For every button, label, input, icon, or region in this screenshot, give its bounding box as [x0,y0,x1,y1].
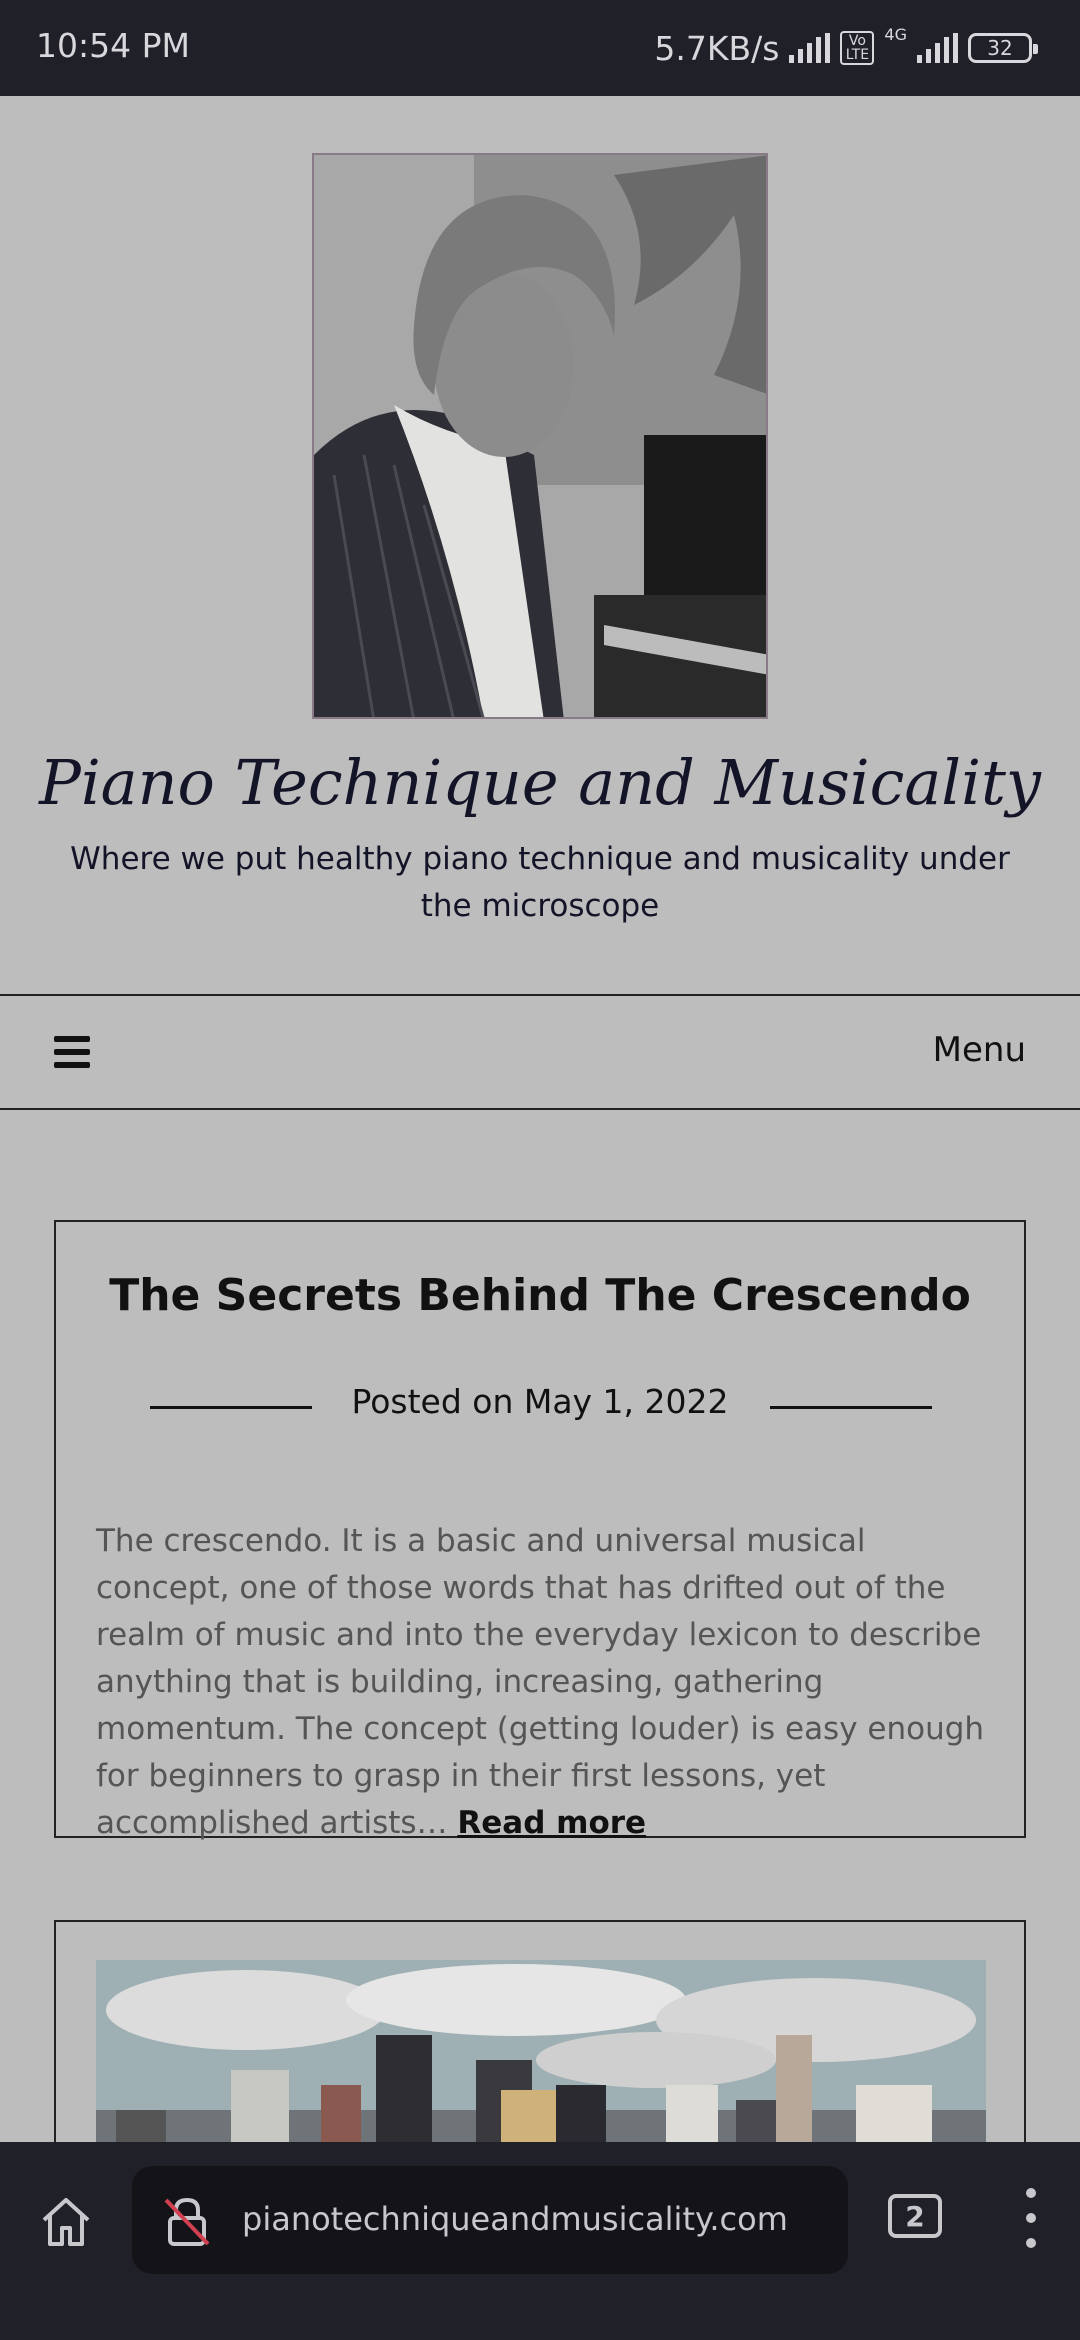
network-type: 4G [884,24,907,44]
net-speed: 5.7KB/s [654,28,780,68]
tab-switcher-button[interactable]: 2 [888,2194,942,2238]
url-text[interactable]: pianotechniqueandmusicality.com [242,2200,788,2238]
battery-icon: 32 [968,33,1032,63]
post-title[interactable]: The Secrets Behind The Crescendo [109,1270,971,1321]
hamburger-icon[interactable] [54,1036,90,1068]
status-indicators [654,26,1032,70]
status-time: 10:54 PM [36,26,190,65]
address-bar[interactable] [132,2166,848,2274]
signal-icon-secondary [917,33,958,63]
menu-toggle-label[interactable]: Menu [932,1030,1026,1070]
portrait-image [314,155,768,719]
site-title[interactable]: Piano Technique and Musicality [39,746,1041,819]
post-card [54,1220,1026,1841]
home-icon[interactable] [36,2192,96,2252]
more-vert-icon[interactable] [1020,2188,1042,2248]
post-excerpt [96,1518,996,1847]
signal-icon [789,33,830,63]
status-bar [0,0,1080,96]
volte-badge: Vo LTE [840,31,874,65]
post-excerpt-text: The crescendo. It is a basic and universal musical concept, one of those words that has drifted out of the realm of music and into the everyday lexicon to describe anything that is building, increasing, gathering momentum. The concept (getting louder) is easy enough for beginners to grasp in their first lessons, yet accomplished artists… [96,1523,985,1841]
post-date: Posted on May 1, 2022 [351,1382,729,1421]
read-more-link[interactable]: Read more [457,1805,647,1841]
lock-icon[interactable] [160,2194,214,2248]
site-tagline: Where we put healthy piano technique and musicality under the microscope [70,841,1010,924]
browser-bottom-bar [0,2142,1080,2340]
header-photo [312,153,768,719]
main-navigation[interactable] [0,994,1080,1110]
meta-divider-right [770,1406,932,1409]
